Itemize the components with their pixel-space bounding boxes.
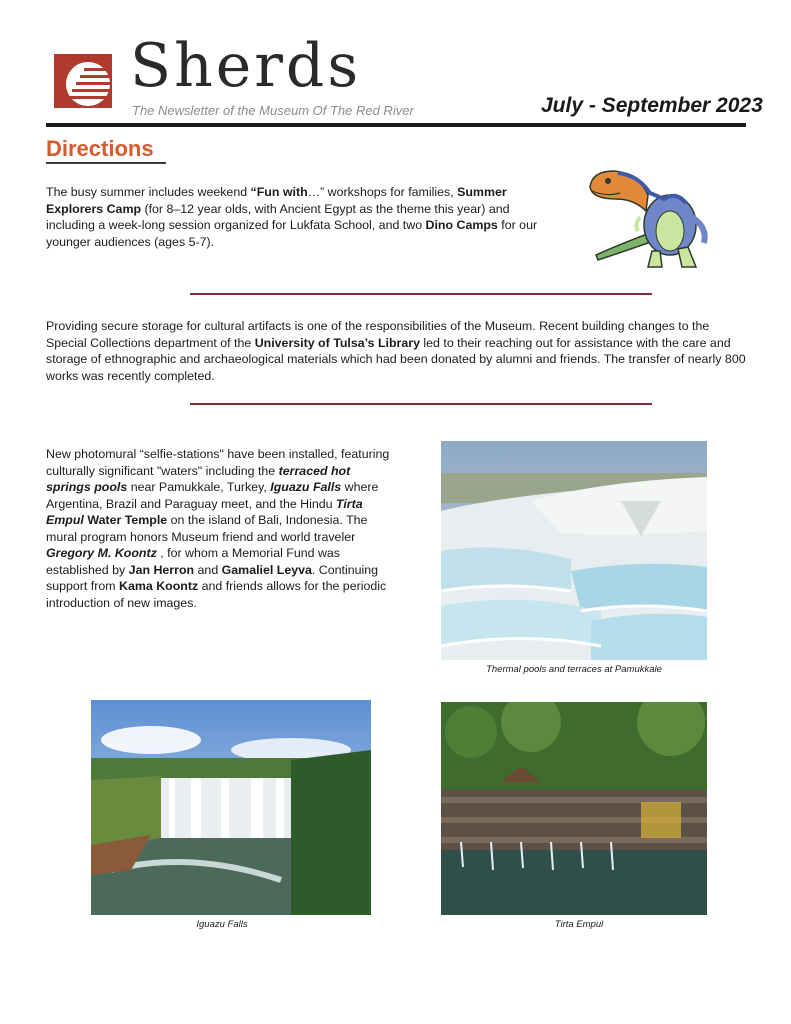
p1-text: (for 8–12 year olds, with Ancient Egypt as the theme this year) and including a week-long session organized for Lukfata School, and two <box>46 201 510 232</box>
iguazu-caption: Iguazu Falls <box>196 919 248 930</box>
p3-gamaliel-leyva: Gamaliel Leyva <box>221 562 312 577</box>
p2-text: led to their reaching out for assistance with the care and storage of ethnographic and archaeological materials which had been donated by alumni and friends. The transfer of nearly 800 works was recently completed. <box>46 335 746 383</box>
p1-text: for our younger audiences (ages 5-7). <box>46 218 538 249</box>
p3-text: , for whom a Memorial Fund was established by <box>46 546 340 577</box>
pamukkale-photo <box>441 441 707 660</box>
p1-text: The busy summer includes weekend <box>46 185 251 199</box>
header-divider <box>46 123 746 127</box>
p1-text: …” workshops for families, <box>307 185 458 199</box>
p1-fun-with: “Fun with <box>250 185 308 199</box>
p2-text: Providing secure storage for cultural artifacts is one of the responsibilities of the Museum. Recent building changes to the Special Collections department of the <box>46 319 710 350</box>
p3-tirta-empul: Tirta Empul <box>46 496 363 527</box>
museum-logo <box>54 54 112 108</box>
p3-text: where Argentina, Brazil and Paraguay meet, and the Hindu <box>46 480 379 511</box>
dinosaur-illustration <box>578 155 718 275</box>
p1-explorers-camp: Summer Explorers Camp <box>46 185 507 216</box>
p3-text: near Pamukkale, Turkey, <box>127 480 271 494</box>
tirta-empul-caption: Tirta Empul <box>554 919 604 930</box>
newsletter-subtitle: The Newsletter of the Museum Of The Red River <box>132 103 414 118</box>
p3-gregory-koontz: Gregory M. Koontz <box>46 546 157 560</box>
p3-text: on the island of Bali, Indonesia. The mural program honors Museum friend and world traveler <box>46 513 368 544</box>
p3-text: and <box>194 562 222 577</box>
newsletter-title: Sherds <box>130 31 362 101</box>
p3-iguazu: Iguazu Falls <box>270 480 342 494</box>
p3-water-temple: Water Temple <box>87 513 168 527</box>
p2-university-library: University of Tulsa’s Library <box>254 335 420 350</box>
iguazu-falls-photo <box>91 700 371 915</box>
pamukkale-caption: Thermal pools and terraces at Pamukkale <box>486 664 662 675</box>
paragraph-summer-programs <box>46 184 546 250</box>
p3-terraced-pools: terraced hot springs pools <box>46 463 351 494</box>
section-heading: Directions <box>46 136 154 161</box>
issue-date: July - September 2023 <box>541 94 763 117</box>
p3-text: . Continuing support from <box>46 562 379 593</box>
tirta-empul-photo <box>441 702 707 915</box>
p3-text: and friends allows for the periodic introduction of new images. <box>46 579 387 610</box>
p3-jan-herron: Jan Herron <box>128 562 195 577</box>
section-divider <box>190 293 652 295</box>
paragraph-selfie-stations <box>46 446 391 611</box>
section-divider <box>190 403 652 405</box>
p3-kama-koontz: Kama Koontz <box>119 579 199 593</box>
paragraph-storage <box>46 318 746 384</box>
p3-text: New photomural “selfie-stations" have been installed, featuring culturally significant "waters" including the <box>46 447 390 478</box>
p1-dino-camps: Dino Camps <box>425 218 498 232</box>
heading-underline <box>46 162 166 164</box>
